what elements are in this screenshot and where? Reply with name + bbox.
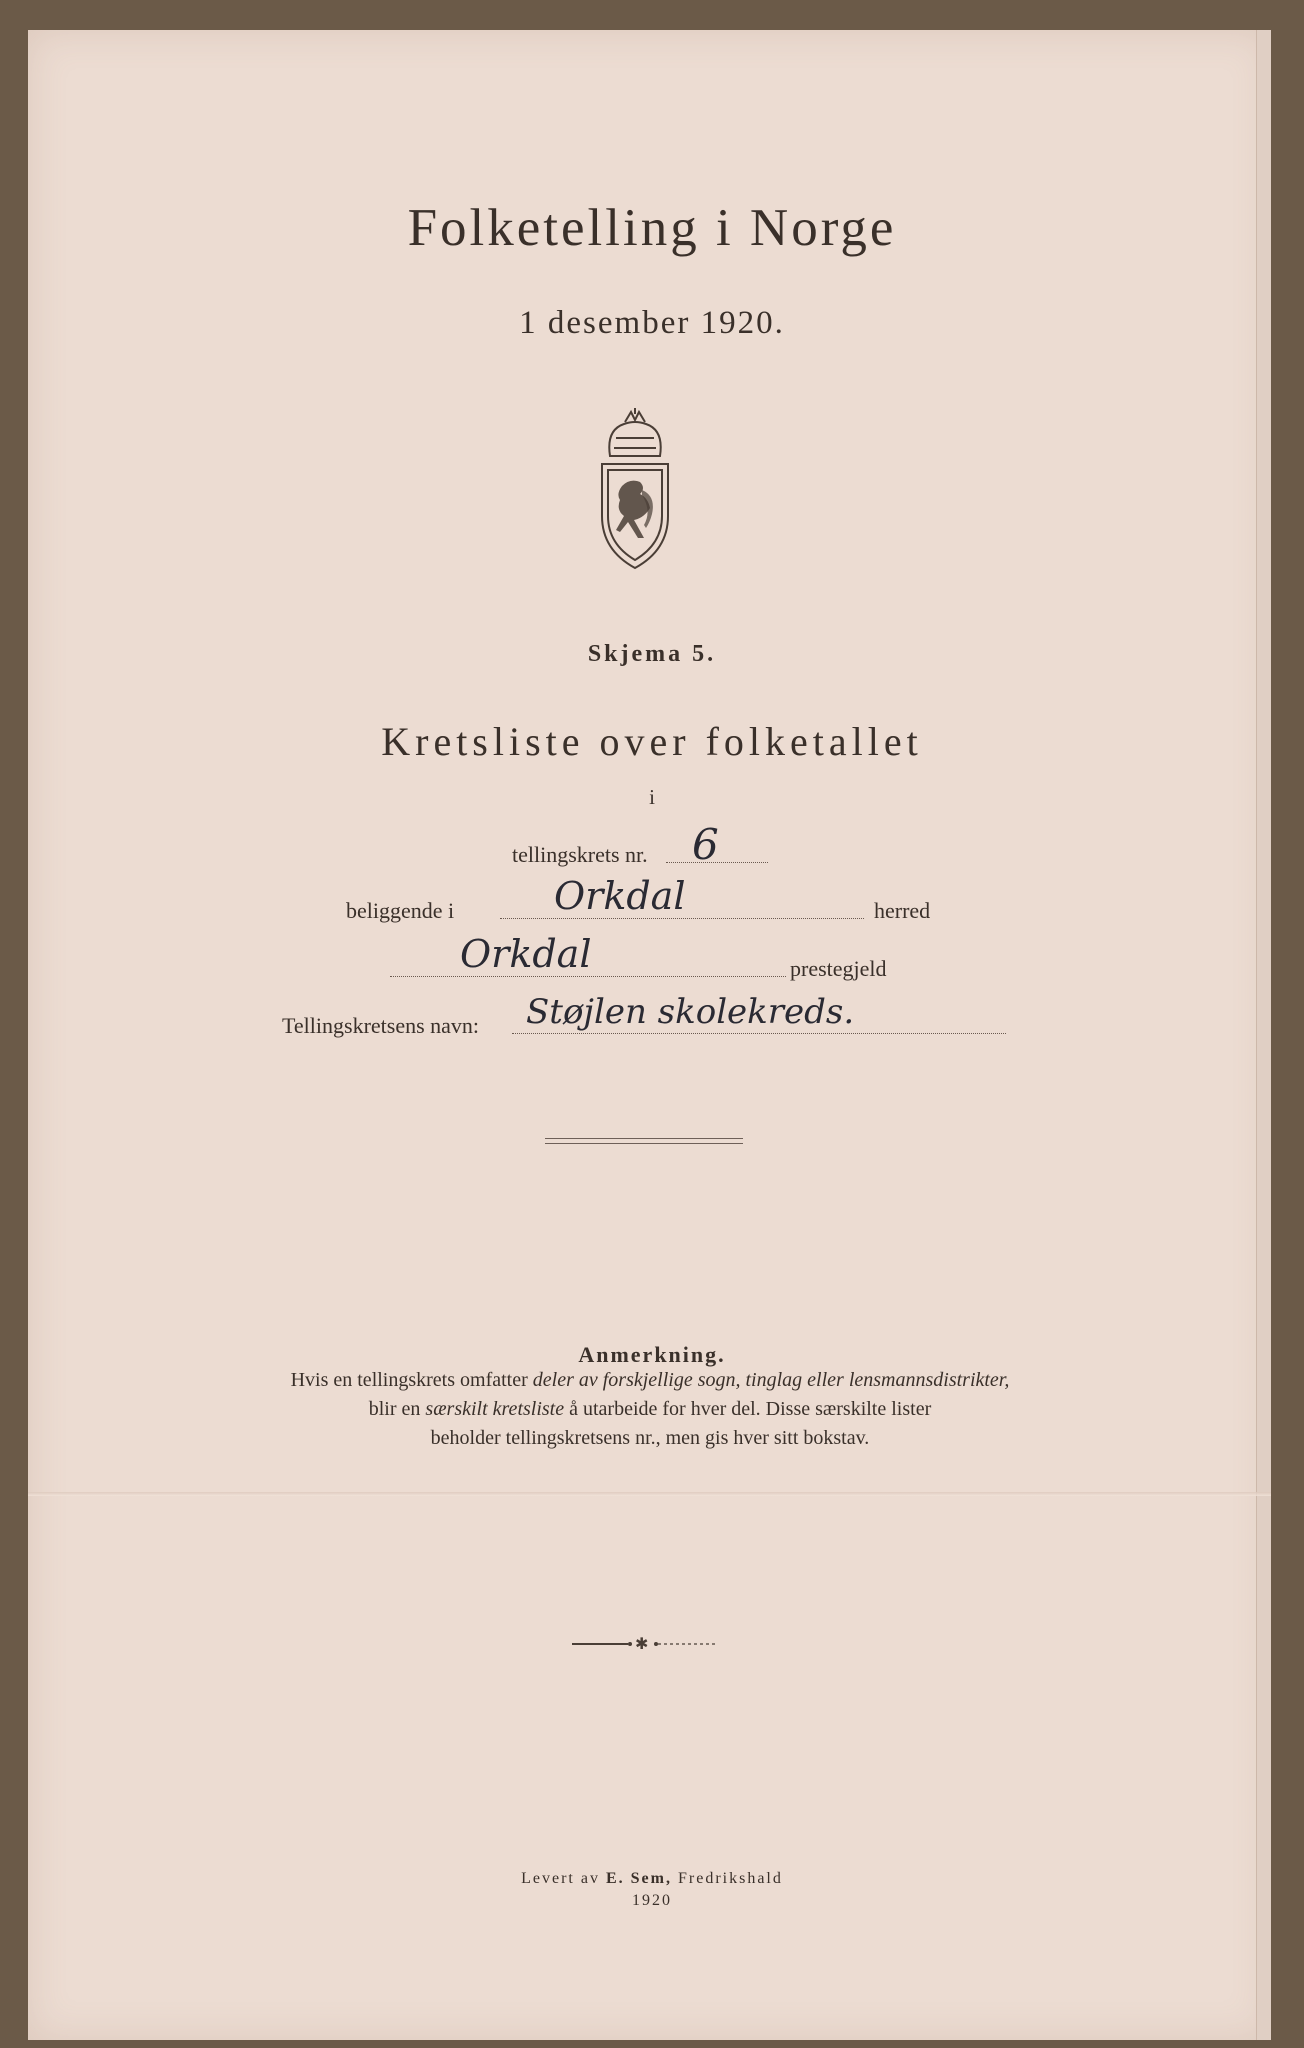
- prestegjeld-field-line: [390, 976, 786, 977]
- navn-field-line: [512, 1033, 1006, 1034]
- schema-number: Skjema 5.: [587, 641, 717, 667]
- note-line-3: beholder tellingskretsens nr., men gis hver sitt bokstav.: [430, 1427, 870, 1449]
- note-line-2: [200, 1395, 1100, 1424]
- page-fold: [28, 1492, 1271, 1496]
- svg-text:✱: ✱: [635, 1636, 649, 1652]
- note-line-2-italic: særskilt kretsliste: [425, 1398, 565, 1420]
- divider-rule-bottom: [545, 1143, 743, 1144]
- note-line-2-rest: å utarbeide for hver del. Disse særskilte lister: [564, 1398, 932, 1420]
- prestegjeld-suffix-label: prestegjeld: [790, 956, 887, 981]
- prestegjeld-handwritten: Orkdal: [460, 932, 592, 976]
- note-line-1-plain: Hvis en tellingskrets omfatter: [290, 1369, 533, 1391]
- navn-handwritten: Støjlen skolekreds.: [526, 992, 855, 1032]
- printer-credit: [0, 1870, 1304, 1888]
- form-date: 1 desember 1920.: [519, 305, 785, 341]
- printer-city: Fredrikshald: [671, 1870, 783, 1887]
- note-body: [200, 1366, 1100, 1453]
- herred-field-line: [500, 918, 864, 919]
- divider-rule-top: [545, 1138, 743, 1139]
- printer-prefix: Levert av: [521, 1870, 606, 1887]
- note-line-2-plain: blir en: [368, 1398, 426, 1420]
- note-title: Anmerkning.: [578, 1342, 726, 1367]
- norwegian-coat-of-arms-icon: [590, 408, 680, 570]
- printer-name: E. Sem,: [605, 1870, 672, 1887]
- note-line-1-italic: deler av forskjellige sogn, tinglag eller lensmannsdistrikter,: [532, 1369, 1010, 1391]
- herred-suffix-label: herred: [874, 898, 931, 923]
- list-heading: Kretsliste over folketallet: [381, 719, 923, 764]
- krets-number-handwritten: 6: [692, 820, 719, 869]
- ornament-divider-icon: [570, 1636, 720, 1652]
- herred-prefix-label: beliggende i: [346, 898, 455, 923]
- krets-label: tellingskrets nr.: [512, 842, 648, 867]
- print-year: 1920: [632, 1892, 672, 1909]
- herred-handwritten: Orkdal: [554, 874, 686, 918]
- preposition-i: i: [649, 785, 655, 809]
- note-line-1: [200, 1366, 1100, 1395]
- navn-label: Tellingskretsens navn:: [282, 1013, 480, 1038]
- form-title: Folketelling i Norge: [407, 199, 897, 257]
